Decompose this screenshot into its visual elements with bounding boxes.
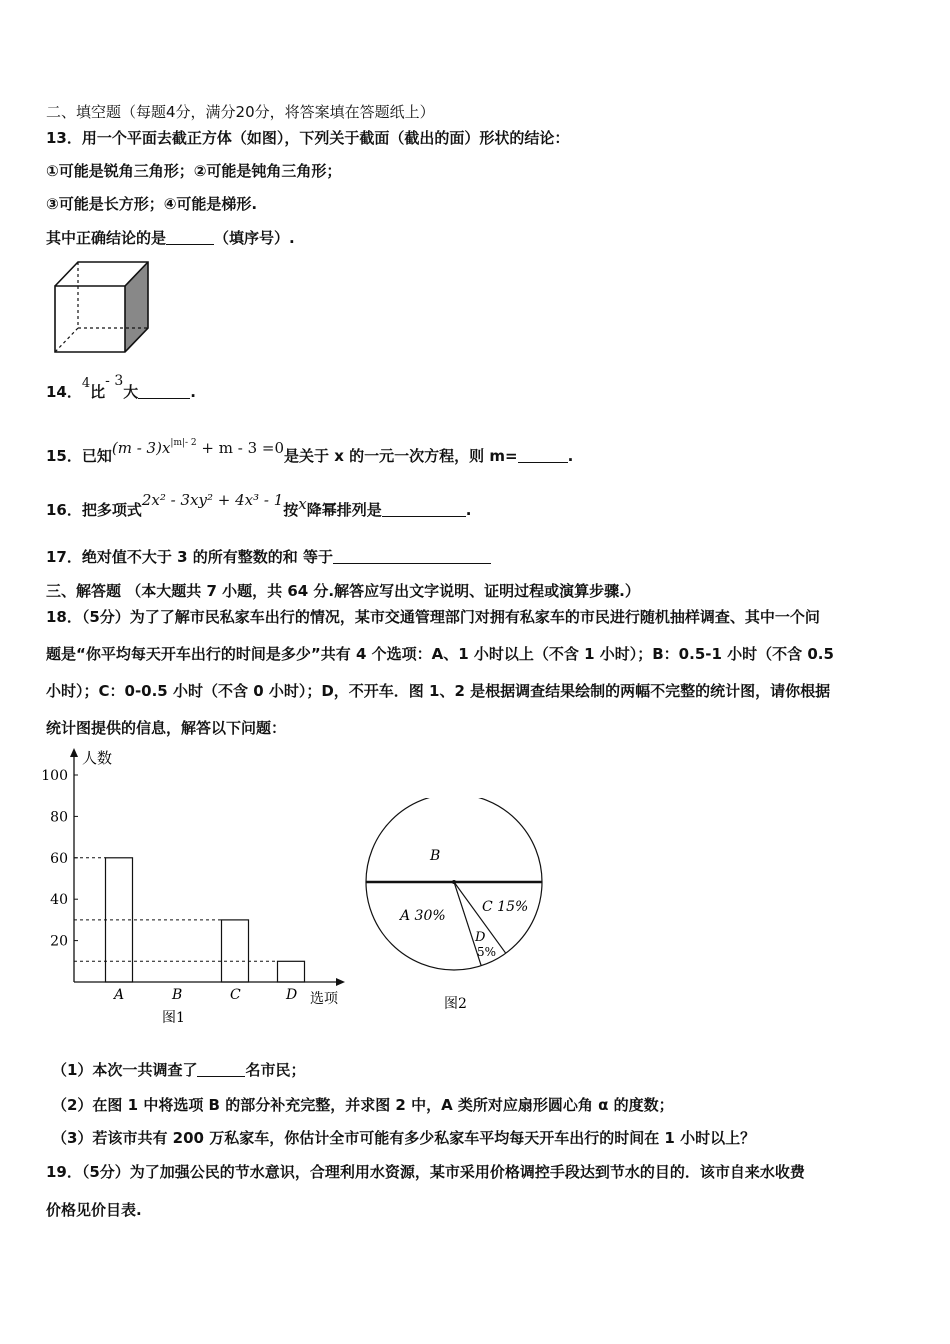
y-tick-label: 100 xyxy=(41,768,68,784)
q18-line-3: 小时）；C：0-0.5 小时（不含 0 小时）；D，不开车．图 1、2 是根据调查结果绘制的两幅不完整的统计图，请你根据 xyxy=(46,682,831,700)
x-category-label: C xyxy=(230,987,241,1003)
x-category-label: B xyxy=(172,987,183,1003)
q18-sub-1 xyxy=(52,1060,305,1080)
q16-variable: x xyxy=(298,495,307,513)
q13-ask xyxy=(46,228,295,248)
q13-ask-prefix: 其中正确结论的是 xyxy=(46,229,167,247)
cube-figure xyxy=(50,256,154,356)
q18-sub-3: （3）若该市共有 200 万私家车，你估计全市可能有多少私家车平均每天开车出行的时间在 1 小时以上？ xyxy=(52,1129,756,1147)
q15 xyxy=(46,438,574,466)
q18-line-4: 统计图提供的信息，解答以下问题： xyxy=(46,719,287,737)
y-tick-label: 40 xyxy=(50,892,68,909)
q18-sub-2: （2）在图 1 中将选项 B 的部分补充完整，并求图 2 中，A 类所对应扇形圆心角 α 的度数； xyxy=(52,1096,674,1114)
section-2-heading: 二、填空题（每题4分，满分20分，将答案填在答题纸上） xyxy=(46,103,435,121)
bar-c xyxy=(222,920,249,982)
q16-mid2: 降幂排列是 xyxy=(306,501,382,519)
figure-2-caption: 图2 xyxy=(444,996,467,1012)
pie-label-d: D xyxy=(475,930,486,945)
figure-2-pie-chart xyxy=(360,798,556,1018)
x-category-label: D xyxy=(286,987,298,1003)
q17-text: 17．绝对值不大于 3 的所有整数的和 等于 xyxy=(46,548,333,566)
q13-ask-suffix: （填序号）. xyxy=(214,229,295,247)
pie-label-c: C 15% xyxy=(482,899,529,915)
q18-line-2: 题是“你平均每天开车出行的时间是多少”共有 4 个选项：A、1 小时以上（不含 1 小时）；B：0.5-1 小时（不含 0.5 xyxy=(46,645,834,663)
y-tick-label: 20 xyxy=(50,933,68,950)
q15-exponent: |m|- 2 xyxy=(170,438,197,448)
q14-suffix: 大 xyxy=(123,383,139,401)
q14-b: - 3 xyxy=(105,373,124,389)
bar-d xyxy=(278,961,305,982)
q13-stem: 13．用一个平面去截正方体（如图），下列关于截面（截出的面）形状的结论： xyxy=(46,129,570,147)
pie-label-b: B xyxy=(430,848,441,864)
q15-expr: (m - 3)x xyxy=(111,439,171,457)
q17-answer-blank xyxy=(333,549,491,564)
y-tick-label: 80 xyxy=(50,809,68,826)
section-3-heading: 三、解答题 （本大题共 7 小题，共 64 分.解答应写出文字说明、证明过程或演算步骤.） xyxy=(46,582,640,600)
q14 xyxy=(46,373,196,404)
q18-sub-1-blank xyxy=(197,1062,245,1077)
cube-shaded-face xyxy=(125,262,148,352)
pie-label-a: A 30% xyxy=(400,908,446,924)
x-axis-arrow xyxy=(336,978,345,986)
cube-hidden-diagonal xyxy=(55,328,78,352)
y-axis-label: 人数 xyxy=(82,749,113,767)
q15-end: . xyxy=(567,447,574,465)
q16-polynomial: 2x² - 3xy² + 4x³ - 1 xyxy=(141,491,284,509)
q13-options-1: ①可能是锐角三角形；②可能是钝角三角形； xyxy=(46,162,342,180)
x-category-label: A xyxy=(114,987,125,1003)
pie-center xyxy=(452,880,456,884)
x-axis-label: 选项 xyxy=(310,991,338,1007)
q18-sub-1-prefix: （1）本次一共调查了 xyxy=(52,1061,198,1079)
q15-answer-blank xyxy=(518,448,568,463)
pie-label-d-percent: 5% xyxy=(477,945,497,959)
q14-a: 4 xyxy=(81,376,91,391)
q15-mid: 是关于 x 的一元一次方程，则 m= xyxy=(284,447,518,465)
q14-answer-blank xyxy=(138,384,190,399)
q15-prefix: 15．已知 xyxy=(46,447,112,465)
q15-expr-rest: + m - 3 =0 xyxy=(196,439,285,457)
q16-end: . xyxy=(465,501,472,519)
y-tick-label: 60 xyxy=(50,850,68,867)
q14-mid: 比 xyxy=(90,383,106,401)
q16 xyxy=(46,491,472,520)
q13-options-2: ③可能是长方形；④可能是梯形. xyxy=(46,195,258,213)
q19-line-2: 价格见价目表. xyxy=(46,1201,142,1219)
q13-answer-blank xyxy=(166,230,214,245)
figure-1-bar-chart xyxy=(40,745,360,1030)
figure-1-caption: 图1 xyxy=(162,1010,185,1026)
q14-number: 14． xyxy=(46,383,82,401)
q18-sub-1-suffix: 名市民； xyxy=(245,1061,306,1079)
q19-line-1: 19．（5分）为了加强公民的节水意识，合理利用水资源，某市采用价格调控手段达到节水的目的．该市自来水收费 xyxy=(46,1163,805,1181)
q17 xyxy=(46,547,491,567)
q16-mid: 按 xyxy=(283,501,299,519)
q18-line-1: 18．（5分）为了了解市民私家车出行的情况，某市交通管理部门对拥有私家车的市民进行随机抽样调查、其中一个问 xyxy=(46,608,820,626)
q16-answer-blank xyxy=(382,502,466,517)
y-axis-arrow xyxy=(70,748,78,757)
q14-end: . xyxy=(190,383,196,401)
q16-prefix: 16．把多项式 xyxy=(46,501,142,519)
